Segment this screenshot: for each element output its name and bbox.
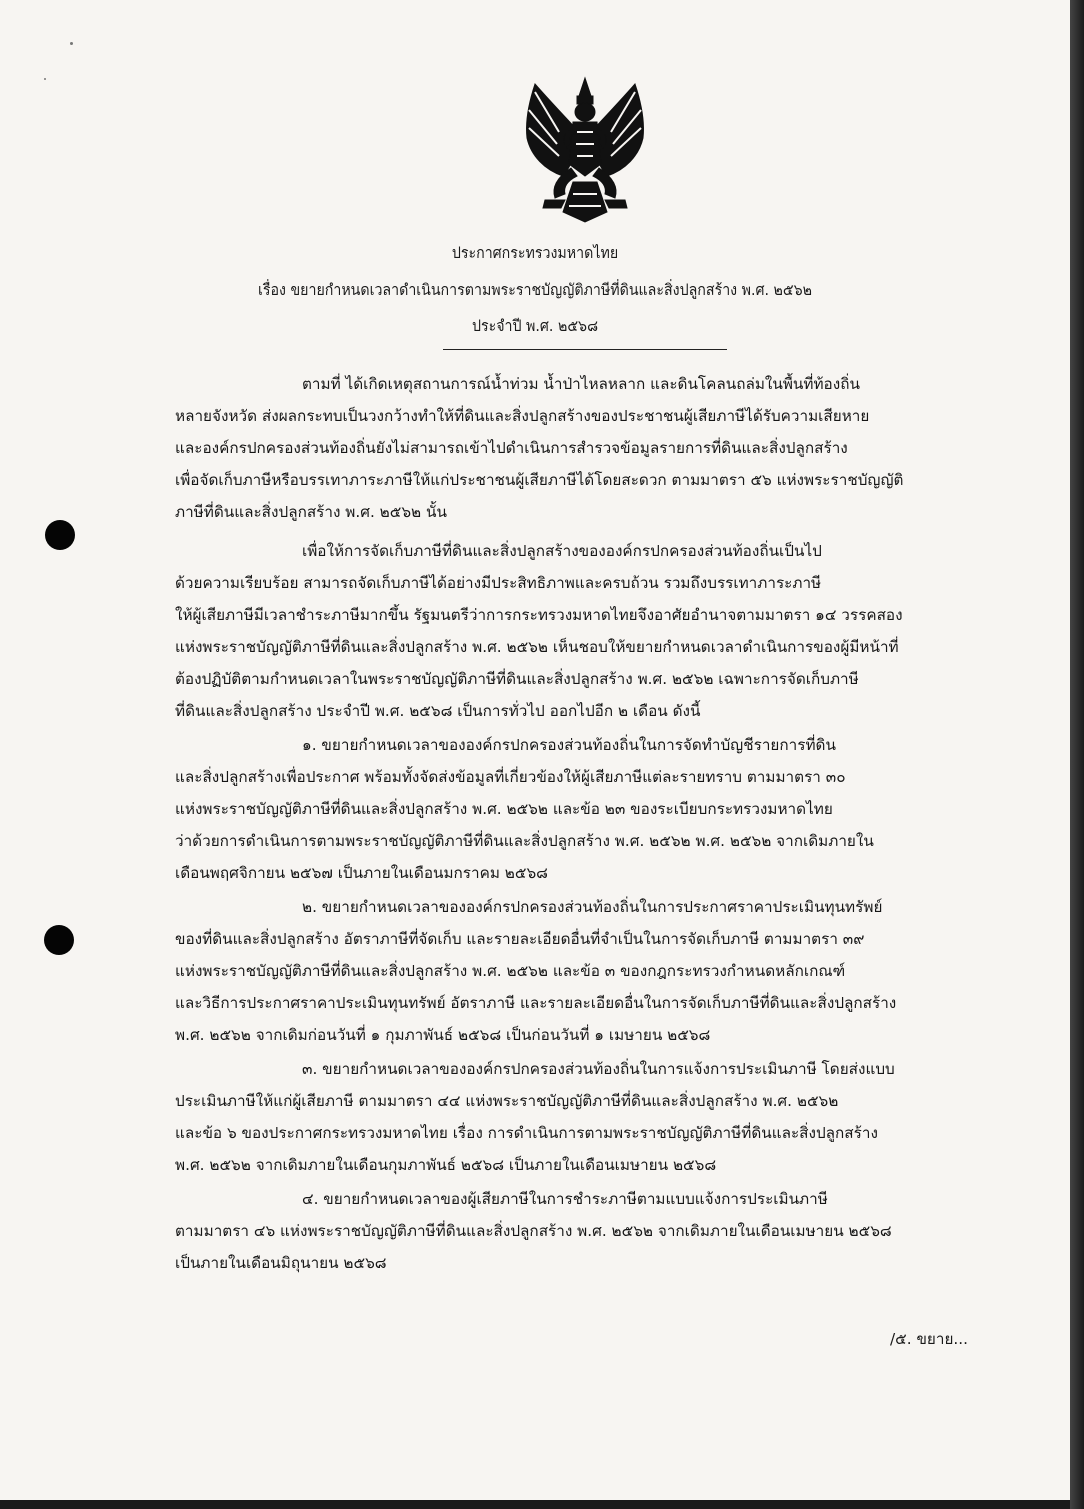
body-line: ที่ดินและสิ่งปลูกสร้าง ประจำปี พ.ศ. ๒๕๖๘ เป็นการทั่วไป ออกไปอีก ๒ เดือน ดังนี้ — [175, 702, 701, 720]
punch-hole — [45, 520, 75, 550]
announcement-year: ประจำปี พ.ศ. ๒๕๖๘ — [471, 317, 599, 335]
paper-speck — [70, 42, 73, 45]
announcement-agency: ประกาศกระทรวงมหาดไทย — [451, 244, 619, 262]
body-line: ประเมินภาษีให้แก่ผู้เสียภาษี ตามมาตรา ๔๔ แห่งพระราชบัญญัติภาษีที่ดินและสิ่งปลูกสร้าง พ.ศ. ๒๕๖๒ — [175, 1092, 839, 1110]
body-line: ตามมาตรา ๔๖ แห่งพระราชบัญญัติภาษีที่ดินและสิ่งปลูกสร้าง พ.ศ. ๒๕๖๒ จากเดิมภายในเดือนเมษายน ๒๕๖๘ — [175, 1222, 892, 1240]
body-line: และวิธีการประกาศราคาประเมินทุนทรัพย์ อัตราภาษี และรายละเอียดอื่นในการจัดเก็บภาษีที่ดินและสิ่งปลูกสร้าง — [175, 994, 897, 1012]
body-line: เดือนพฤศจิกายน ๒๕๖๗ เป็นภายในเดือนมกราคม ๒๕๖๘ — [175, 864, 548, 882]
body-line: แห่งพระราชบัญญัติภาษีที่ดินและสิ่งปลูกสร้าง พ.ศ. ๒๕๖๒ และข้อ ๒๓ ของระเบียบกระทรวงมหาดไทย — [175, 800, 833, 818]
body-line: เป็นภายในเดือนมิถุนายน ๒๕๖๘ — [175, 1254, 387, 1272]
body-line: แห่งพระราชบัญญัติภาษีที่ดินและสิ่งปลูกสร้าง พ.ศ. ๒๕๖๒ และข้อ ๓ ของกฎกระทรวงกำหนดหลักเกณฑ์ — [175, 962, 846, 980]
title-divider — [443, 349, 727, 350]
body-line: ๓. ขยายกำหนดเวลาขององค์กรปกครองส่วนท้องถิ่นในการแจ้งการประเมินภาษี โดยส่งแบบ — [302, 1060, 895, 1078]
garuda-emblem-icon — [515, 72, 655, 224]
body-line: ๔. ขยายกำหนดเวลาของผู้เสียภาษีในการชำระภาษีตามแบบแจ้งการประเมินภาษี — [302, 1190, 828, 1208]
body-line: ต้องปฏิบัติตามกำหนดเวลาในพระราชบัญญัติภาษีที่ดินและสิ่งปลูกสร้าง พ.ศ. ๒๕๖๒ เฉพาะการจัดเก็บภาษี — [175, 670, 859, 688]
body-line: และข้อ ๖ ของประกาศกระทรวงมหาดไทย เรื่อง การดำเนินการตามพระราชบัญญัติภาษีที่ดินและสิ่งปลูกสร้าง — [175, 1124, 878, 1142]
body-line: พ.ศ. ๒๕๖๒ จากเดิมก่อนวันที่ ๑ กุมภาพันธ์ ๒๕๖๘ เป็นก่อนวันที่ ๑ เมษายน ๒๕๖๘ — [175, 1026, 711, 1044]
body-line: หลายจังหวัด ส่งผลกระทบเป็นวงกว้างทำให้ที่ดินและสิ่งปลูกสร้างของประชาชนผู้เสียภาษีได้รับความเสียหาย — [175, 407, 870, 425]
announcement-subject: เรื่อง ขยายกำหนดเวลาดำเนินการตามพระราชบัญญัติภาษีที่ดินและสิ่งปลูกสร้าง พ.ศ. ๒๕๖๒ — [257, 281, 813, 299]
body-line: ๒. ขยายกำหนดเวลาขององค์กรปกครองส่วนท้องถิ่นในการประกาศราคาประเมินทุนทรัพย์ — [302, 898, 883, 916]
body-line: ว่าด้วยการดำเนินการตามพระราชบัญญัติภาษีที่ดินและสิ่งปลูกสร้าง พ.ศ. ๒๕๖๒ พ.ศ. ๒๕๖๒ จากเดิมภายใน — [175, 832, 874, 850]
body-line: เพื่อให้การจัดเก็บภาษีที่ดินและสิ่งปลูกสร้างขององค์กรปกครองส่วนท้องถิ่นเป็นไป — [302, 542, 822, 560]
body-line: ให้ผู้เสียภาษีมีเวลาชำระภาษีมากขึ้น รัฐมนตรีว่าการกระทรวงมหาดไทยจึงอาศัยอำนาจตามมาตรา ๑๔ วรรคสอง — [175, 606, 903, 624]
body-line: ของที่ดินและสิ่งปลูกสร้าง อัตราภาษีที่จัดเก็บ และรายละเอียดอื่นที่จำเป็นในการจัดเก็บภาษี ตามมาตรา ๓๙ — [175, 930, 865, 948]
body-line: ตามที่ ได้เกิดเหตุสถานการณ์น้ำท่วม น้ำป่าไหลหลาก และดินโคลนถล่มในพื้นที่ท้องถิ่น — [302, 375, 860, 393]
body-line: และสิ่งปลูกสร้างเพื่อประกาศ พร้อมทั้งจัดส่งข้อมูลที่เกี่ยวข้องให้ผู้เสียภาษีแต่ละรายทราบ ตามมาตรา ๓๐ — [175, 768, 846, 786]
body-line: ด้วยความเรียบร้อย สามารถจัดเก็บภาษีได้อย่างมีประสิทธิภาพและครบถ้วน รวมถึงบรรเทาภาระภาษี — [175, 574, 822, 592]
page-edge-shadow — [1070, 0, 1084, 1509]
punch-hole — [44, 925, 74, 955]
body-line: แห่งพระราชบัญญัติภาษีที่ดินและสิ่งปลูกสร้าง พ.ศ. ๒๕๖๒ เห็นชอบให้ขยายกำหนดเวลาดำเนินการของผู้มีหน้าที่ — [175, 638, 899, 656]
body-line: ๑. ขยายกำหนดเวลาขององค์กรปกครองส่วนท้องถิ่นในการจัดทำบัญชีรายการที่ดิน — [302, 736, 836, 754]
paper-speck — [44, 78, 46, 80]
body-line: เพื่อจัดเก็บภาษีหรือบรรเทาภาระภาษีให้แก่ประชาชนผู้เสียภาษีได้โดยสะดวก ตามมาตรา ๕๖ แห่งพระราชบัญญัติ — [175, 471, 904, 489]
continuation-note: /๕. ขยาย... — [890, 1330, 969, 1348]
body-line: ภาษีที่ดินและสิ่งปลูกสร้าง พ.ศ. ๒๕๖๒ นั้น — [175, 503, 447, 521]
body-line: และองค์กรปกครองส่วนท้องถิ่นยังไม่สามารถเข้าไปดำเนินการสำรวจข้อมูลรายการที่ดินและสิ่งปลูกสร้าง — [175, 439, 848, 457]
body-line: พ.ศ. ๒๕๖๒ จากเดิมภายในเดือนกุมภาพันธ์ ๒๕๖๘ เป็นภายในเดือนเมษายน ๒๕๖๘ — [175, 1156, 717, 1174]
